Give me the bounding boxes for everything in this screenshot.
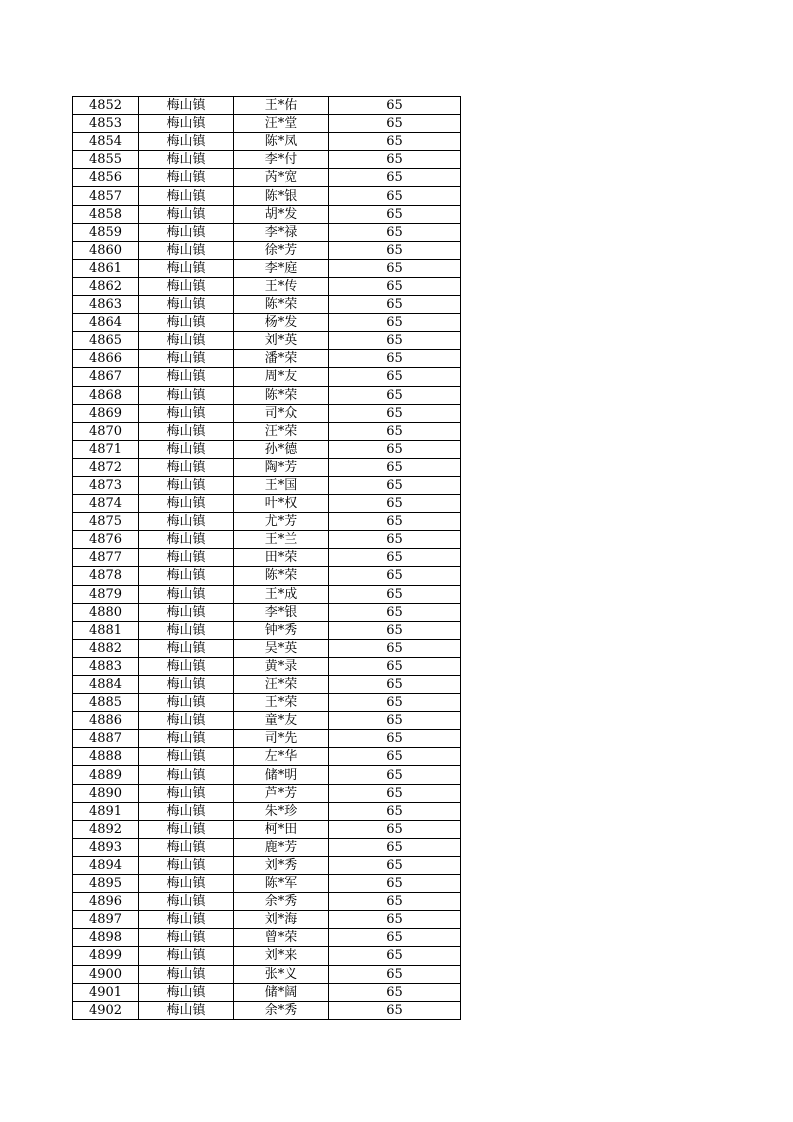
table-row: [73, 368, 461, 386]
table-row: [73, 223, 461, 241]
town-cell: 梅山镇: [139, 730, 234, 748]
name-cell: 鹿*芳: [234, 838, 329, 856]
row-number-cell: 4895: [73, 875, 139, 893]
amount-cell: 65: [329, 983, 461, 1001]
table-row: [73, 657, 461, 675]
name-cell: 童*友: [234, 712, 329, 730]
name-cell: 陈*军: [234, 875, 329, 893]
row-number-cell: 4855: [73, 151, 139, 169]
town-cell: 梅山镇: [139, 929, 234, 947]
name-cell: 储*明: [234, 766, 329, 784]
amount-cell: 65: [329, 115, 461, 133]
amount-cell: 65: [329, 386, 461, 404]
town-cell: 梅山镇: [139, 277, 234, 295]
name-cell: 左*华: [234, 748, 329, 766]
table-row: [73, 277, 461, 295]
row-number-cell: 4902: [73, 1001, 139, 1019]
town-cell: 梅山镇: [139, 205, 234, 223]
amount-cell: 65: [329, 567, 461, 585]
table-row: [73, 712, 461, 730]
table-row: [73, 314, 461, 332]
town-cell: 梅山镇: [139, 332, 234, 350]
row-number-cell: 4853: [73, 115, 139, 133]
table-row: [73, 929, 461, 947]
name-cell: 李*庭: [234, 259, 329, 277]
table-row: [73, 893, 461, 911]
table-row: [73, 838, 461, 856]
table-row: [73, 169, 461, 187]
town-cell: 梅山镇: [139, 567, 234, 585]
amount-cell: 65: [329, 911, 461, 929]
name-cell: 刘*英: [234, 332, 329, 350]
name-cell: 孙*德: [234, 440, 329, 458]
town-cell: 梅山镇: [139, 386, 234, 404]
amount-cell: 65: [329, 712, 461, 730]
row-number-cell: 4889: [73, 766, 139, 784]
table-row: [73, 730, 461, 748]
amount-cell: 65: [329, 476, 461, 494]
name-cell: 储*阔: [234, 983, 329, 1001]
name-cell: 柯*田: [234, 820, 329, 838]
amount-cell: 65: [329, 965, 461, 983]
table-row: [73, 748, 461, 766]
row-number-cell: 4866: [73, 350, 139, 368]
amount-cell: 65: [329, 730, 461, 748]
row-number-cell: 4892: [73, 820, 139, 838]
row-number-cell: 4860: [73, 241, 139, 259]
amount-cell: 65: [329, 223, 461, 241]
row-number-cell: 4872: [73, 458, 139, 476]
amount-cell: 65: [329, 97, 461, 115]
row-number-cell: 4873: [73, 476, 139, 494]
table-row: [73, 856, 461, 874]
town-cell: 梅山镇: [139, 639, 234, 657]
amount-cell: 65: [329, 133, 461, 151]
town-cell: 梅山镇: [139, 676, 234, 694]
name-cell: 李*付: [234, 151, 329, 169]
row-number-cell: 4884: [73, 676, 139, 694]
row-number-cell: 4865: [73, 332, 139, 350]
amount-cell: 65: [329, 585, 461, 603]
table-row: [73, 766, 461, 784]
name-cell: 王*兰: [234, 531, 329, 549]
row-number-cell: 4887: [73, 730, 139, 748]
name-cell: 李*银: [234, 603, 329, 621]
table-row: [73, 296, 461, 314]
row-number-cell: 4857: [73, 187, 139, 205]
town-cell: 梅山镇: [139, 748, 234, 766]
town-cell: 梅山镇: [139, 856, 234, 874]
amount-cell: 65: [329, 694, 461, 712]
name-cell: 叶*权: [234, 495, 329, 513]
row-number-cell: 4896: [73, 893, 139, 911]
row-number-cell: 4859: [73, 223, 139, 241]
amount-cell: 65: [329, 296, 461, 314]
town-cell: 梅山镇: [139, 712, 234, 730]
amount-cell: 65: [329, 422, 461, 440]
row-number-cell: 4882: [73, 639, 139, 657]
town-cell: 梅山镇: [139, 169, 234, 187]
town-cell: 梅山镇: [139, 802, 234, 820]
row-number-cell: 4870: [73, 422, 139, 440]
name-cell: 田*荣: [234, 549, 329, 567]
name-cell: 王*佑: [234, 97, 329, 115]
name-cell: 余*秀: [234, 1001, 329, 1019]
row-number-cell: 4858: [73, 205, 139, 223]
row-number-cell: 4867: [73, 368, 139, 386]
row-number-cell: 4901: [73, 983, 139, 1001]
table-row: [73, 205, 461, 223]
town-cell: 梅山镇: [139, 965, 234, 983]
row-number-cell: 4897: [73, 911, 139, 929]
amount-cell: 65: [329, 440, 461, 458]
table-row: [73, 259, 461, 277]
table-row: [73, 151, 461, 169]
row-number-cell: 4893: [73, 838, 139, 856]
amount-cell: 65: [329, 332, 461, 350]
town-cell: 梅山镇: [139, 513, 234, 531]
town-cell: 梅山镇: [139, 911, 234, 929]
row-number-cell: 4863: [73, 296, 139, 314]
row-number-cell: 4886: [73, 712, 139, 730]
row-number-cell: 4894: [73, 856, 139, 874]
town-cell: 梅山镇: [139, 621, 234, 639]
name-cell: 司*众: [234, 404, 329, 422]
town-cell: 梅山镇: [139, 875, 234, 893]
name-cell: 陈*荣: [234, 567, 329, 585]
row-number-cell: 4890: [73, 784, 139, 802]
table-row: [73, 621, 461, 639]
table-row: [73, 947, 461, 965]
name-cell: 徐*芳: [234, 241, 329, 259]
row-number-cell: 4876: [73, 531, 139, 549]
town-cell: 梅山镇: [139, 458, 234, 476]
table-row: [73, 115, 461, 133]
amount-cell: 65: [329, 838, 461, 856]
row-number-cell: 4862: [73, 277, 139, 295]
table-row: [73, 422, 461, 440]
amount-cell: 65: [329, 187, 461, 205]
row-number-cell: 4869: [73, 404, 139, 422]
row-number-cell: 4861: [73, 259, 139, 277]
table-row: [73, 476, 461, 494]
table-row: [73, 603, 461, 621]
name-cell: 王*国: [234, 476, 329, 494]
name-cell: 芮*宽: [234, 169, 329, 187]
town-cell: 梅山镇: [139, 947, 234, 965]
town-cell: 梅山镇: [139, 766, 234, 784]
table-row: [73, 639, 461, 657]
name-cell: 芦*芳: [234, 784, 329, 802]
table-row: [73, 911, 461, 929]
row-number-cell: 4868: [73, 386, 139, 404]
table-row: [73, 133, 461, 151]
amount-cell: 65: [329, 856, 461, 874]
town-cell: 梅山镇: [139, 1001, 234, 1019]
table-row: [73, 676, 461, 694]
amount-cell: 65: [329, 929, 461, 947]
table-row: [73, 332, 461, 350]
amount-cell: 65: [329, 495, 461, 513]
town-cell: 梅山镇: [139, 603, 234, 621]
amount-cell: 65: [329, 947, 461, 965]
town-cell: 梅山镇: [139, 187, 234, 205]
town-cell: 梅山镇: [139, 585, 234, 603]
town-cell: 梅山镇: [139, 495, 234, 513]
row-number-cell: 4856: [73, 169, 139, 187]
table-row: [73, 802, 461, 820]
name-cell: 李*禄: [234, 223, 329, 241]
table-row: [73, 187, 461, 205]
row-number-cell: 4880: [73, 603, 139, 621]
name-cell: 汪*荣: [234, 422, 329, 440]
name-cell: 胡*发: [234, 205, 329, 223]
amount-cell: 65: [329, 513, 461, 531]
table-row: [73, 458, 461, 476]
table-body: [73, 97, 461, 1020]
table-row: [73, 567, 461, 585]
town-cell: 梅山镇: [139, 259, 234, 277]
amount-cell: 65: [329, 875, 461, 893]
table-row: [73, 875, 461, 893]
name-cell: 杨*发: [234, 314, 329, 332]
town-cell: 梅山镇: [139, 784, 234, 802]
town-cell: 梅山镇: [139, 422, 234, 440]
row-number-cell: 4881: [73, 621, 139, 639]
town-cell: 梅山镇: [139, 983, 234, 1001]
name-cell: 汪*荣: [234, 676, 329, 694]
town-cell: 梅山镇: [139, 838, 234, 856]
amount-cell: 65: [329, 639, 461, 657]
amount-cell: 65: [329, 766, 461, 784]
amount-cell: 65: [329, 458, 461, 476]
town-cell: 梅山镇: [139, 133, 234, 151]
name-cell: 钟*秀: [234, 621, 329, 639]
amount-cell: 65: [329, 368, 461, 386]
row-number-cell: 4874: [73, 495, 139, 513]
amount-cell: 65: [329, 259, 461, 277]
table-row: [73, 495, 461, 513]
name-cell: 陈*荣: [234, 296, 329, 314]
row-number-cell: 4877: [73, 549, 139, 567]
amount-cell: 65: [329, 404, 461, 422]
name-cell: 周*友: [234, 368, 329, 386]
table-row: [73, 1001, 461, 1019]
town-cell: 梅山镇: [139, 97, 234, 115]
amount-cell: 65: [329, 603, 461, 621]
name-cell: 刘*秀: [234, 856, 329, 874]
town-cell: 梅山镇: [139, 151, 234, 169]
row-number-cell: 4883: [73, 657, 139, 675]
town-cell: 梅山镇: [139, 531, 234, 549]
table-row: [73, 97, 461, 115]
town-cell: 梅山镇: [139, 241, 234, 259]
name-cell: 张*义: [234, 965, 329, 983]
row-number-cell: 4888: [73, 748, 139, 766]
name-cell: 王*传: [234, 277, 329, 295]
amount-cell: 65: [329, 151, 461, 169]
row-number-cell: 4891: [73, 802, 139, 820]
amount-cell: 65: [329, 531, 461, 549]
table-row: [73, 350, 461, 368]
name-cell: 王*成: [234, 585, 329, 603]
name-cell: 尤*芳: [234, 513, 329, 531]
amount-cell: 65: [329, 169, 461, 187]
amount-cell: 65: [329, 784, 461, 802]
row-number-cell: 4899: [73, 947, 139, 965]
table-row: [73, 404, 461, 422]
amount-cell: 65: [329, 748, 461, 766]
town-cell: 梅山镇: [139, 893, 234, 911]
table-row: [73, 820, 461, 838]
name-cell: 刘*来: [234, 947, 329, 965]
table-row: [73, 585, 461, 603]
town-cell: 梅山镇: [139, 657, 234, 675]
amount-cell: 65: [329, 1001, 461, 1019]
row-number-cell: 4864: [73, 314, 139, 332]
amount-cell: 65: [329, 350, 461, 368]
table-row: [73, 549, 461, 567]
row-number-cell: 4898: [73, 929, 139, 947]
row-number-cell: 4879: [73, 585, 139, 603]
row-number-cell: 4871: [73, 440, 139, 458]
amount-cell: 65: [329, 657, 461, 675]
data-table: [72, 96, 461, 1020]
name-cell: 王*荣: [234, 694, 329, 712]
name-cell: 曾*荣: [234, 929, 329, 947]
name-cell: 陶*芳: [234, 458, 329, 476]
table-row: [73, 784, 461, 802]
town-cell: 梅山镇: [139, 404, 234, 422]
table-row: [73, 965, 461, 983]
row-number-cell: 4900: [73, 965, 139, 983]
town-cell: 梅山镇: [139, 694, 234, 712]
table-row: [73, 440, 461, 458]
amount-cell: 65: [329, 549, 461, 567]
town-cell: 梅山镇: [139, 476, 234, 494]
name-cell: 刘*海: [234, 911, 329, 929]
name-cell: 余*秀: [234, 893, 329, 911]
amount-cell: 65: [329, 802, 461, 820]
row-number-cell: 4885: [73, 694, 139, 712]
town-cell: 梅山镇: [139, 115, 234, 133]
amount-cell: 65: [329, 676, 461, 694]
amount-cell: 65: [329, 277, 461, 295]
town-cell: 梅山镇: [139, 820, 234, 838]
name-cell: 陈*荣: [234, 386, 329, 404]
amount-cell: 65: [329, 893, 461, 911]
town-cell: 梅山镇: [139, 440, 234, 458]
table-row: [73, 531, 461, 549]
town-cell: 梅山镇: [139, 368, 234, 386]
amount-cell: 65: [329, 241, 461, 259]
row-number-cell: 4854: [73, 133, 139, 151]
table-row: [73, 694, 461, 712]
row-number-cell: 4878: [73, 567, 139, 585]
name-cell: 汪*堂: [234, 115, 329, 133]
town-cell: 梅山镇: [139, 350, 234, 368]
name-cell: 陈*凤: [234, 133, 329, 151]
name-cell: 陈*银: [234, 187, 329, 205]
table-row: [73, 241, 461, 259]
row-number-cell: 4875: [73, 513, 139, 531]
table-row: [73, 513, 461, 531]
town-cell: 梅山镇: [139, 296, 234, 314]
town-cell: 梅山镇: [139, 549, 234, 567]
town-cell: 梅山镇: [139, 223, 234, 241]
amount-cell: 65: [329, 314, 461, 332]
town-cell: 梅山镇: [139, 314, 234, 332]
amount-cell: 65: [329, 621, 461, 639]
table-row: [73, 386, 461, 404]
row-number-cell: 4852: [73, 97, 139, 115]
name-cell: 潘*荣: [234, 350, 329, 368]
name-cell: 吴*英: [234, 639, 329, 657]
name-cell: 朱*珍: [234, 802, 329, 820]
name-cell: 黄*录: [234, 657, 329, 675]
table-row: [73, 983, 461, 1001]
name-cell: 司*先: [234, 730, 329, 748]
amount-cell: 65: [329, 205, 461, 223]
amount-cell: 65: [329, 820, 461, 838]
